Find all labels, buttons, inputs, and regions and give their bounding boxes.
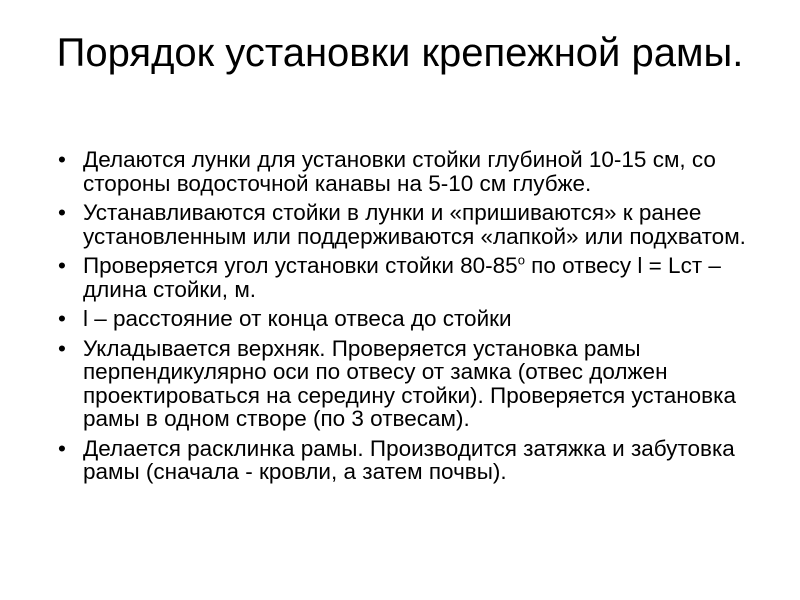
bullet-text-after: по отвесу l = Lст – длина стойки, м. <box>83 253 721 302</box>
bullet-item <box>58 437 768 484</box>
bullet-text: Укладывается верхняк. Проверяется установка рамы перпендикулярно оси по отвесу от замка (отвес должен проектироваться на середину стойки). Проверяется установка рамы в одном створе (по 3 отвесам). <box>83 335 736 431</box>
bullet-marker: • <box>58 306 66 331</box>
bullet-text <box>83 253 721 302</box>
bullet-marker: • <box>58 435 66 461</box>
bullet-text: Устанавливаются стойки в лунки и «пришиваются» к ранее установленным или поддерживаются «лапкой» или подхватом. <box>83 200 746 249</box>
bullet-marker: • <box>58 335 66 361</box>
bullet-text: Делаются лунки для установки стойки глубиной 10-15 см, со стороны водосточной канавы на 5-10 см глубже. <box>83 147 716 196</box>
degree-superscript: о <box>517 252 525 268</box>
bullet-item <box>58 337 768 431</box>
bullet-marker: • <box>58 253 66 278</box>
bullet-text: Делается расклинка рамы. Производится затяжка и забутовка рамы (сначала - кровли, а затем почвы). <box>83 435 735 484</box>
bullet-marker: • <box>58 147 66 172</box>
bullet-text-before: Проверяется угол установки стойки 80-85 <box>83 253 518 278</box>
bullet-marker: • <box>58 200 66 225</box>
bullet-item <box>58 201 768 248</box>
slide-title: Порядок установки крепежной рамы. <box>56 31 744 75</box>
bullet-item <box>58 148 768 195</box>
bullet-text: l – расстояние от конца отвеса до стойки <box>83 306 512 331</box>
bullet-list <box>58 148 768 490</box>
bullet-item <box>58 307 768 331</box>
bullet-item <box>58 254 768 301</box>
